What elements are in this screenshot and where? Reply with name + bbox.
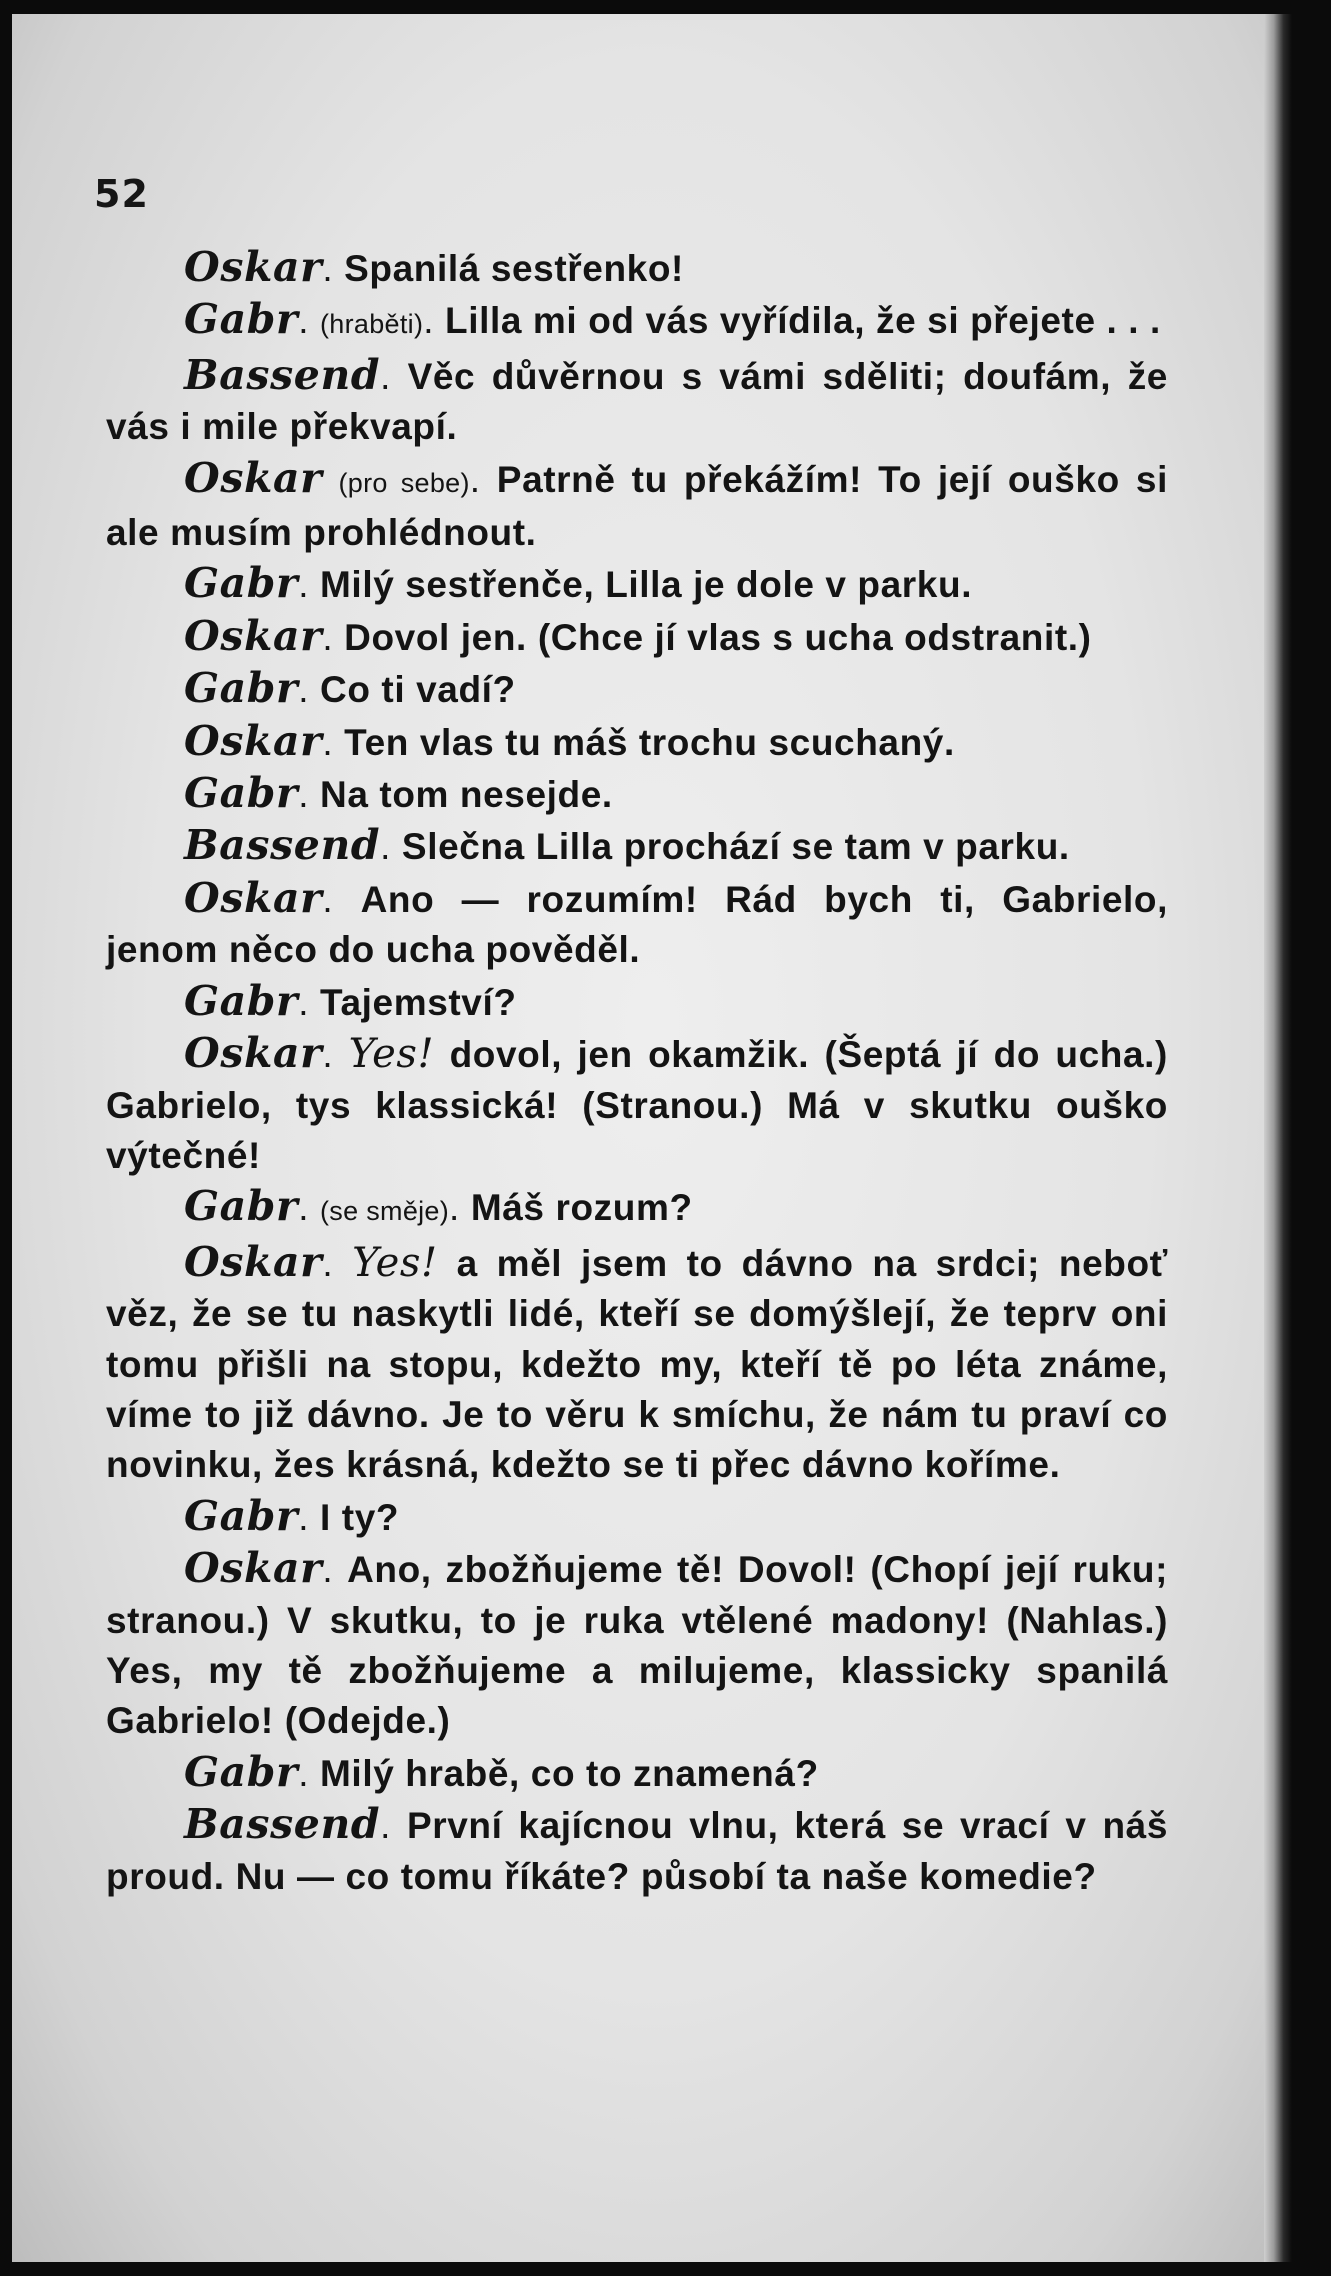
- speech-text: a měl jsem to dávno na srdci; neboť věz, že se tu naskytli lidé, kteří se domýšlejí, že teprv oni tomu přišli na stopu, kdežto my, kteří tě po léta známe, víme to již dávno. Je to věru k smíchu, že nám tu praví co novinku, žes krásná, kdežto se ti přec dávno koříme.: [106, 1242, 1168, 1486]
- dialogue-line: Oskar (pro sebe). Patrně tu překážím! To její ouško si ale musím prohlédnout.: [106, 453, 1168, 554]
- speaker-name: Oskar: [184, 1029, 323, 1078]
- speaker-name: Oskar: [184, 716, 323, 765]
- speaker-name: Gabr: [184, 976, 299, 1025]
- speech-text: Ano — rozumím! Rád bych ti, Gabrielo, jenom něco do ucha pověděl.: [106, 878, 1168, 971]
- speech-text: Máš rozum?: [470, 1187, 693, 1229]
- speaker-name: Oskar: [184, 1237, 323, 1286]
- speaker-name: Bassend: [184, 821, 381, 870]
- page-number: 52: [94, 172, 149, 216]
- speech-text: I ty?: [320, 1496, 400, 1538]
- speech-text: Co ti vadí?: [320, 669, 516, 711]
- dialogue-line: Bassend. Slečna Lilla prochází se tam v parku.: [184, 821, 1070, 870]
- dialogue-line: Bassend. První kajícnou vlnu, která se vrací v náš proud. Nu — co tomu říkáte? působí ta naše komedie?: [106, 1800, 1169, 1897]
- speaker-name: Oskar: [184, 1544, 323, 1593]
- speech-text: Lilla mi od vás vyřídila, že si přejete . . .: [445, 300, 1161, 342]
- speech-text: Tajemství?: [320, 981, 517, 1023]
- speech-text: Na tom nesejde.: [320, 774, 613, 816]
- speaker-name: Gabr: [184, 769, 299, 818]
- dialogue-line: Gabr. Na tom nesejde.: [184, 769, 613, 818]
- dialogue-line: Bassend. Věc důvěrnou s vámi sděliti; doufám, že vás i mile překvapí.: [106, 350, 1168, 448]
- stage-direction: (se směje): [320, 1196, 450, 1227]
- dialogue-line: Oskar. Yes! a měl jsem to dávno na srdci; neboť věz, že se tu naskytli lidé, kteří se domýšlejí, že teprv oni tomu přišli na stopu, kdežto my, kteří tě po léta známe, víme to již dávno. Je to věru k smíchu, že nám tu praví co novinku, žes krásná, kdežto se ti přec dávno koříme.: [106, 1237, 1168, 1486]
- speaker-name: Bassend: [184, 1800, 381, 1849]
- dialogue-line: Oskar. Spanilá sestřenko!: [184, 243, 684, 291]
- english-word: Yes!: [352, 1239, 438, 1286]
- speaker-name: Gabr: [184, 1491, 299, 1540]
- dialogue-line: Oskar. Ten vlas tu máš trochu scuchaný.: [184, 716, 955, 765]
- speech-text: Dovol jen. (Chce jí vlas s ucha odstranit.): [344, 616, 1092, 658]
- speech-text: Milý sestřenče, Lilla je dole v parku.: [320, 564, 973, 606]
- speech-text: Ten vlas tu máš trochu scuchaný.: [344, 721, 955, 763]
- speaker-name: Gabr: [184, 664, 299, 713]
- speaker-name: Oskar: [184, 873, 323, 922]
- speech-text: Slečna Lilla prochází se tam v parku.: [401, 826, 1070, 868]
- english-word: Yes!: [348, 1031, 435, 1078]
- dialogue-line: Gabr. Tajemství?: [184, 976, 517, 1025]
- speaker-name: Gabr: [184, 1182, 299, 1231]
- dialogue-text: [106, 242, 1168, 1902]
- speaker-name: Gabr: [184, 559, 299, 608]
- stage-direction: (hraběti): [320, 309, 424, 340]
- speaker-name: Oskar: [184, 243, 323, 291]
- stage-direction: (pro sebe): [338, 467, 470, 498]
- speaker-name: Gabr: [184, 1747, 299, 1796]
- speech-text: Ano, zbožňujeme tě! Dovol! (Chopí její ruku; stranou.) V skutku, to je ruka vtělené madony! (Nahlas.) Yes, my tě zbožňujeme a milujeme, klassicky spanilá Gabrielo! (Odejde.): [106, 1549, 1168, 1742]
- speech-text: První kajícnou vlnu, která se vrací v náš proud. Nu — co tomu říkáte? působí ta naše komedie?: [106, 1805, 1169, 1897]
- speech-text: Spanilá sestřenko!: [344, 248, 684, 289]
- dialogue-line: Gabr. Co ti vadí?: [184, 664, 516, 713]
- dialogue-line: Gabr. (hraběti). Lilla mi od vás vyřídila, že si přejete . . .: [184, 295, 1161, 344]
- book-binding-shadow: [1264, 14, 1292, 2262]
- dialogue-line: Gabr. (se směje). Máš rozum?: [184, 1182, 693, 1231]
- dialogue-line: Gabr. Milý sestřenče, Lilla je dole v parku.: [184, 559, 973, 608]
- dialogue-line: Oskar. Yes! dovol, jen okamžik. (Šeptá jí do ucha.) Gabrielo, tys klassická! (Stranou.) Má v skutku ouško výtečné!: [106, 1029, 1168, 1176]
- speech-text: dovol, jen okamžik. (Šeptá jí do ucha.) Gabrielo, tys klassická! (Stranou.) Má v skutku ouško výtečné!: [106, 1034, 1168, 1176]
- speaker-name: Bassend: [184, 350, 381, 399]
- scanned-page: [12, 14, 1292, 2262]
- dialogue-line: Gabr. Milý hrabě, co to znamená?: [184, 1747, 819, 1796]
- speaker-name: Oskar: [184, 453, 323, 502]
- speech-text: Milý hrabě, co to znamená?: [320, 1752, 819, 1794]
- dialogue-line: Gabr. I ty?: [184, 1491, 400, 1540]
- speaker-name: Gabr: [184, 295, 299, 344]
- dialogue-line: Oskar. Dovol jen. (Chce jí vlas s ucha odstranit.): [184, 611, 1092, 660]
- speech-text: Patrně tu překážím! To její ouško si ale musím prohlédnout.: [106, 458, 1168, 554]
- speech-text: Věc důvěrnou s vámi sděliti; doufám, že vás i mile překvapí.: [106, 355, 1168, 448]
- dialogue-line: Oskar. Ano — rozumím! Rád bych ti, Gabrielo, jenom něco do ucha pověděl.: [106, 873, 1168, 971]
- dialogue-line: Oskar. Ano, zbožňujeme tě! Dovol! (Chopí její ruku; stranou.) V skutku, to je ruka vtělené madony! (Nahlas.) Yes, my tě zbožňujeme a milujeme, klassicky spanilá Gabrielo! (Odejde.): [106, 1544, 1168, 1742]
- speaker-name: Oskar: [184, 611, 323, 660]
